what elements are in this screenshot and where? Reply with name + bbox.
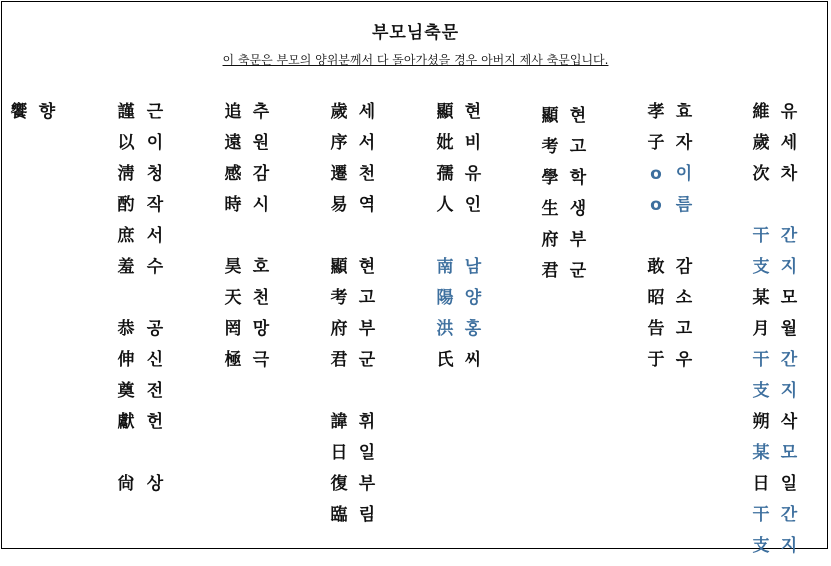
column-char: 干 (752, 226, 770, 246)
column-char: 비 (464, 133, 482, 153)
column-char: 시 (252, 195, 270, 215)
text-column (463, 101, 483, 380)
column-char: 군 (569, 261, 587, 281)
column-char: 고 (358, 288, 376, 308)
column-char: 자 (675, 133, 693, 153)
column-char: 군 (358, 350, 376, 370)
column-char: 支 (752, 257, 770, 277)
column-char: 인 (464, 195, 482, 215)
column-char: 朔 (752, 412, 770, 432)
column-gap (778, 194, 800, 225)
column-char: 추 (252, 102, 270, 122)
text-column (435, 101, 455, 380)
column-char: 부 (358, 474, 376, 494)
column-char: 일 (780, 474, 798, 494)
column-char: 恭 (117, 319, 135, 339)
column-char: 顯 (541, 106, 559, 126)
column-char: 昊 (224, 257, 242, 277)
column-char: 洪 (436, 319, 454, 339)
column-char: 감 (675, 257, 693, 277)
text-column (646, 101, 666, 380)
column-char: 干 (752, 505, 770, 525)
column-char: 근 (146, 102, 164, 122)
column-gap (356, 225, 378, 256)
column-gap (144, 287, 166, 318)
column-char: 酌 (117, 195, 135, 215)
column-char: 南 (436, 257, 454, 277)
column-char: 지 (780, 381, 798, 401)
text-column (9, 101, 29, 132)
column-char: 고 (675, 319, 693, 339)
column-char: 극 (252, 350, 270, 370)
subtitle-text: 이 축문은 부모의 양위분께서 다 돌아가셨을 경우 아버지 제사 축문입니다. (222, 53, 609, 67)
column-char: 천 (358, 164, 376, 184)
column-char: 考 (330, 288, 348, 308)
column-char: 君 (541, 261, 559, 281)
column-gap (222, 225, 244, 256)
column-char: 향 (38, 102, 56, 122)
column-char: 일 (358, 443, 376, 463)
page-subtitle (0, 51, 831, 68)
column-char: 日 (752, 474, 770, 494)
column-char: 顯 (330, 257, 348, 277)
text-column (751, 101, 771, 566)
column-char: 饗 (10, 102, 28, 122)
column-char: 삭 (780, 412, 798, 432)
column-char: 獻 (117, 412, 135, 432)
column-char: 以 (117, 133, 135, 153)
column-char: 유 (464, 164, 482, 184)
column-char: 차 (780, 164, 798, 184)
column-char: 부 (358, 319, 376, 339)
column-char: 子 (647, 133, 665, 153)
column-char: 府 (330, 319, 348, 339)
column-char: 름 (675, 195, 693, 215)
column-char: 敢 (647, 257, 665, 277)
column-char: 신 (146, 350, 164, 370)
column-char: 생 (569, 199, 587, 219)
text-column (223, 101, 243, 380)
column-char: 현 (464, 102, 482, 122)
column-char: 효 (675, 102, 693, 122)
column-char: 현 (569, 106, 587, 126)
column-char: 우 (675, 350, 693, 370)
column-char: 현 (358, 257, 376, 277)
column-char: 작 (146, 195, 164, 215)
column-char: 維 (752, 102, 770, 122)
column-char: 림 (358, 505, 376, 525)
column-char: 遠 (224, 133, 242, 153)
column-char: 支 (752, 381, 770, 401)
text-column (116, 101, 136, 504)
column-char: 顯 (436, 102, 454, 122)
column-char: 陽 (436, 288, 454, 308)
column-char: 이 (146, 133, 164, 153)
column-char: 歲 (330, 102, 348, 122)
column-char: 人 (436, 195, 454, 215)
text-column (37, 101, 57, 132)
column-char: 易 (330, 195, 348, 215)
text-column (568, 105, 588, 291)
column-char: 전 (146, 381, 164, 401)
text-column (357, 101, 377, 535)
column-char: 臨 (330, 505, 348, 525)
column-char: 復 (330, 474, 348, 494)
column-gap (356, 380, 378, 411)
column-char: 月 (752, 319, 770, 339)
column-char: 세 (358, 102, 376, 122)
column-char: o (650, 164, 662, 184)
column-char: 歲 (752, 133, 770, 153)
column-char: 干 (752, 350, 770, 370)
column-char: 伸 (117, 350, 135, 370)
column-char: 遷 (330, 164, 348, 184)
column-char: 월 (780, 319, 798, 339)
column-char: 원 (252, 133, 270, 153)
column-char: 庶 (117, 226, 135, 246)
column-char: 昭 (647, 288, 665, 308)
column-char: 모 (780, 443, 798, 463)
text-column (779, 101, 799, 566)
column-char: 씨 (464, 350, 482, 370)
column-char: 日 (330, 443, 348, 463)
column-char: 간 (780, 350, 798, 370)
column-char: 간 (780, 505, 798, 525)
column-gap (328, 225, 350, 256)
column-gap (434, 225, 456, 256)
text-column (329, 101, 349, 535)
column-char: 망 (252, 319, 270, 339)
column-char: 수 (146, 257, 164, 277)
column-char: 간 (780, 226, 798, 246)
column-char: 極 (224, 350, 242, 370)
column-char: 某 (752, 288, 770, 308)
column-char: 지 (780, 257, 798, 277)
column-char: 남 (464, 257, 482, 277)
column-char: 考 (541, 137, 559, 157)
column-char: 모 (780, 288, 798, 308)
page-title: 부모님축문 (371, 23, 460, 43)
column-char: 罔 (224, 319, 242, 339)
column-char: 府 (541, 230, 559, 250)
column-char: 학 (569, 168, 587, 188)
column-char: o (650, 195, 662, 215)
column-char: 氏 (436, 350, 454, 370)
column-char: 次 (752, 164, 770, 184)
column-char: 양 (464, 288, 482, 308)
column-char: 천 (252, 288, 270, 308)
column-char: 追 (224, 102, 242, 122)
column-char: 君 (330, 350, 348, 370)
column-char: 孺 (436, 164, 454, 184)
column-char: 청 (146, 164, 164, 184)
column-char: 學 (541, 168, 559, 188)
column-char: 天 (224, 288, 242, 308)
column-gap (462, 225, 484, 256)
column-char: 生 (541, 199, 559, 219)
column-char: 공 (146, 319, 164, 339)
column-char: 謹 (117, 102, 135, 122)
column-char: 孝 (647, 102, 665, 122)
column-char: 支 (752, 536, 770, 556)
text-column (540, 105, 560, 291)
column-char: 헌 (146, 412, 164, 432)
column-char: 지 (780, 536, 798, 556)
column-char: 于 (647, 350, 665, 370)
column-char: 부 (569, 230, 587, 250)
column-gap (115, 287, 137, 318)
column-char: 妣 (436, 133, 454, 153)
column-gap (750, 194, 772, 225)
column-char: 奠 (117, 381, 135, 401)
column-char: 역 (358, 195, 376, 215)
text-column (145, 101, 165, 504)
column-char: 時 (224, 195, 242, 215)
column-char: 소 (675, 288, 693, 308)
column-char: 序 (330, 133, 348, 153)
column-gap (115, 442, 137, 473)
column-gap (673, 225, 695, 256)
column-gap (144, 442, 166, 473)
column-gap (328, 380, 350, 411)
column-gap (645, 225, 667, 256)
column-char: 휘 (358, 412, 376, 432)
column-char: 이 (675, 164, 693, 184)
column-char: 세 (780, 133, 798, 153)
column-char: 尙 (117, 474, 135, 494)
column-char: 상 (146, 474, 164, 494)
column-char: 某 (752, 443, 770, 463)
column-char: 淸 (117, 164, 135, 184)
column-char: 고 (569, 137, 587, 157)
column-gap (250, 225, 272, 256)
column-char: 서 (146, 226, 164, 246)
column-char: 羞 (117, 257, 135, 277)
column-char: 告 (647, 319, 665, 339)
column-char: 유 (780, 102, 798, 122)
column-char: 홍 (464, 319, 482, 339)
column-char: 감 (252, 164, 270, 184)
column-char: 호 (252, 257, 270, 277)
text-column (674, 101, 694, 380)
text-column (251, 101, 271, 380)
column-char: 諱 (330, 412, 348, 432)
column-char: 感 (224, 164, 242, 184)
column-char: 서 (358, 133, 376, 153)
